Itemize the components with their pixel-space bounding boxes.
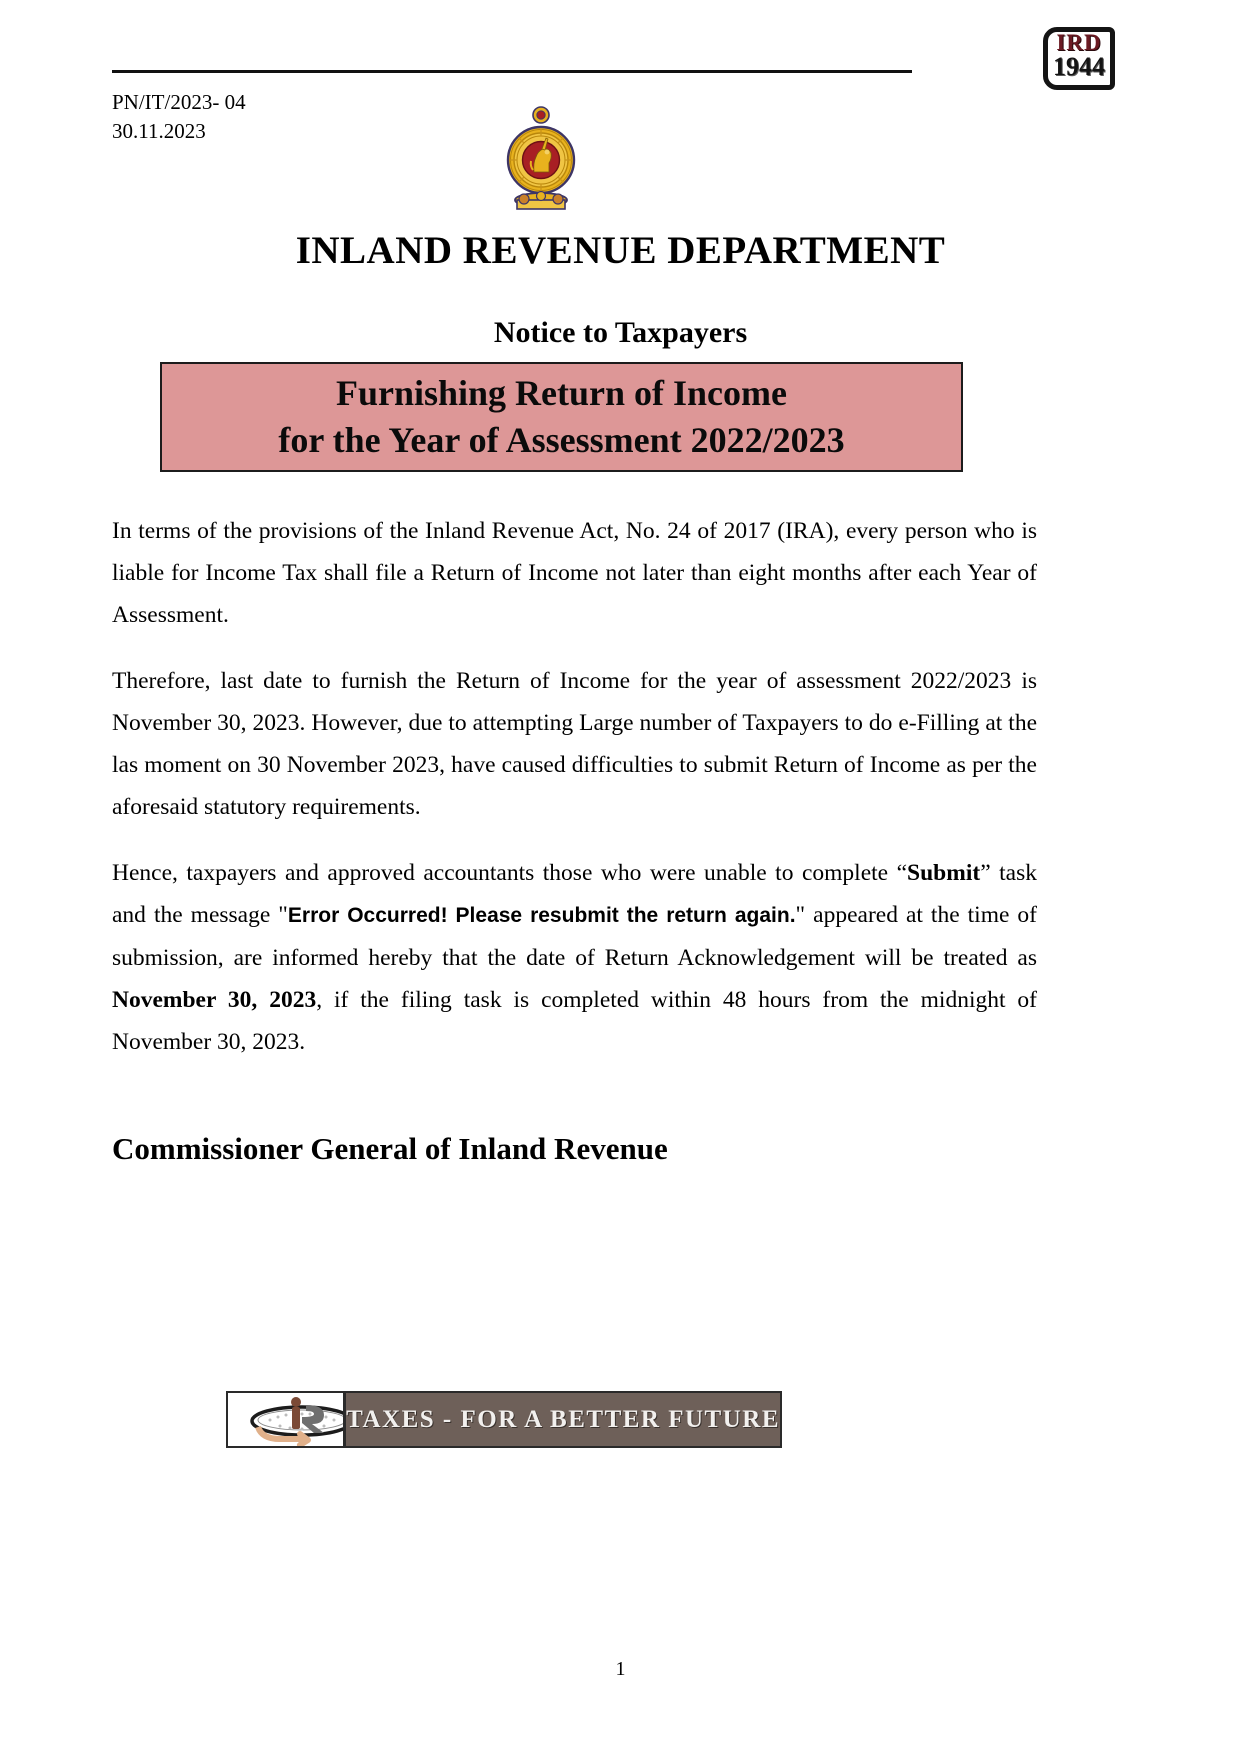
notice-subtitle: Notice to Taxpayers xyxy=(493,316,748,349)
ird-logo-text: IRD xyxy=(1056,30,1102,55)
signature-title: Commissioner General of Inland Revenue xyxy=(112,1131,668,1166)
ird-taxes-logo-icon xyxy=(228,1393,346,1446)
sri-lanka-national-emblem-icon xyxy=(497,106,585,214)
reference-block xyxy=(112,88,246,146)
error-message-text: Error Occurred! Please resubmit the return again. xyxy=(287,904,796,927)
p3-part-1: Hence, taxpayers and approved accountants those who were unable to complete “ xyxy=(112,860,908,886)
paragraph-3 xyxy=(112,852,1037,1063)
taxes-slogan-banner xyxy=(226,1391,782,1448)
reference-number: PN/IT/2023- 04 xyxy=(112,90,246,114)
notice-body xyxy=(112,510,1037,1063)
header-divider xyxy=(112,70,912,73)
banner-line-1: Furnishing Return of Income xyxy=(335,373,788,413)
p3-part-3: " appeared at the time of submission, are informed hereby that the date of Return Acknowledgement will be treated as xyxy=(112,902,1038,971)
notice-title-banner xyxy=(160,362,963,472)
p3-part-2: ” task and the message " xyxy=(112,860,1037,928)
p3-part-4: , if the filing task is completed within 48 hours from the midnight of November 30, 2023. xyxy=(112,987,1038,1055)
department-title: INLAND REVENUE DEPARTMENT xyxy=(295,229,946,272)
paragraph-2: Therefore, last date to furnish the Return of Income for the year of assessment 2022/2023 is November 30, 2023. However, due to attempting Large number of Taxpayers to do e-Filling at the las moment on 30 November 2023, have caused difficulties to submit Return of Income as per the aforesaid statutory requirements. xyxy=(112,668,1037,820)
ird-logo-year: 1944 xyxy=(1053,52,1105,81)
page-number: 1 xyxy=(615,1658,626,1680)
paragraph-1: In terms of the provisions of the Inland Revenue Act, No. 24 of 2017 (IRA), every person who is liable for Income Tax shall file a Return of Income not later than eight months after each Year of Assessment. xyxy=(112,518,1037,628)
ird-1944-logo-icon xyxy=(1043,27,1115,90)
slogan-text: TAXES - FOR A BETTER FUTURE xyxy=(346,1405,780,1433)
banner-line-2: for the Year of Assessment 2022/2023 xyxy=(278,420,845,460)
acknowledgement-date-bold: November 30, 2023 xyxy=(112,987,317,1013)
submit-bold-text: Submit xyxy=(907,860,981,886)
notice-date: 30.11.2023 xyxy=(112,119,206,143)
